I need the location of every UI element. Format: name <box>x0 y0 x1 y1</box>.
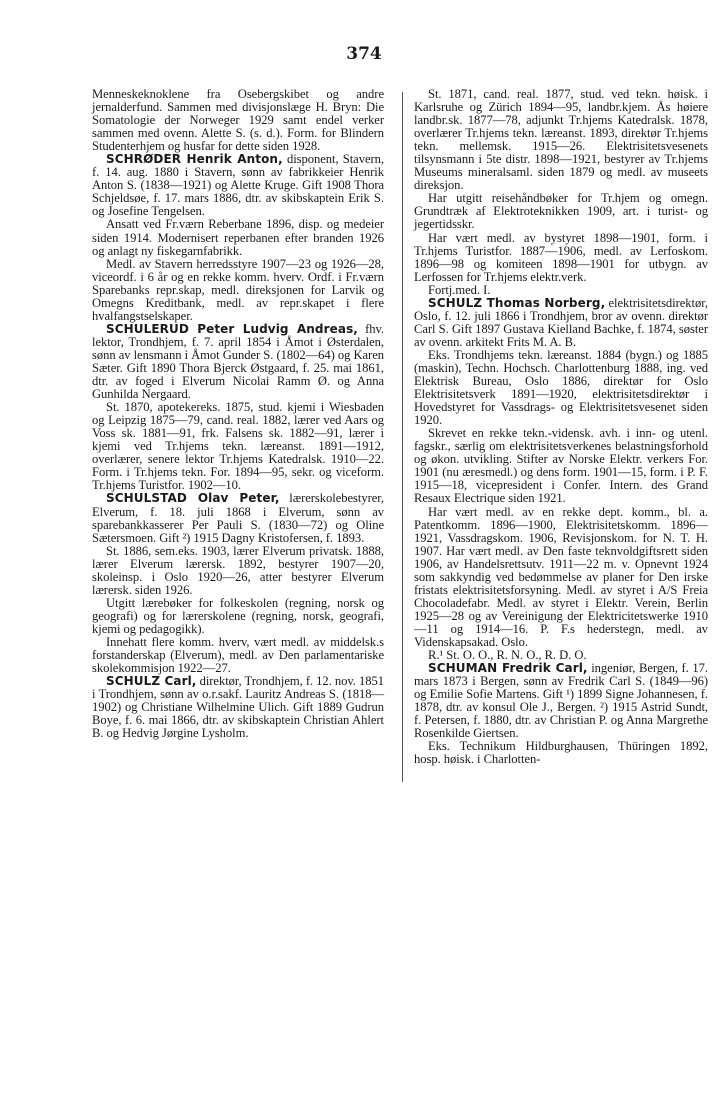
continued-paragraph: Menneskeknoklene fra Osebergskibet og andre jernalderfund. Sammen med divisjonslæge H. Bryn: Die Somatologie der Norweger 1929 samt endel verker sammen med ovenn. Alette S. (s. d.). Form. for Blindern Studenterhjem og husfar for dette siden 1928. <box>92 87 384 154</box>
paragraph: St. 1870, apotekereks. 1875, stud. kjemi i Wiesbaden og Leipzig 1875—79, cand. real. 1882, lærer ved Aars og Voss sk. 1881—91, frk. Falsens sk. 1882—91, lærer i kjemi ved Tr.hjems tekn. læreanst. 1891—1912, overlærer, senere lektor Tr.hjems Katedralsk. 1910—22. Form. i Tr.hjems tekn. For. 1894—95, sekr. og viceform. Tr.hjems Turistfor. 1902—10. <box>92 400 384 493</box>
biography-entry <box>92 153 384 218</box>
entry-headword: SCHULZ Carl, <box>106 674 197 689</box>
entry-text: ingeniør, Bergen, f. 17. mars 1873 i Bergen, sønn av Fredrik Carl S. (1849—96) og Emilie Sofie Martens. Gift ¹) 1899 Signe Johannesen, f. 1878, dtr. av konsul Ole J., Bergen. ²) 1915 Astrid Sundt, f. Petersen, f. 1880, dtr. av Christian P. og Anna Margrethe Rosenkilde Giertsen. <box>414 661 708 741</box>
biography-entry <box>92 323 384 401</box>
left-column <box>92 88 384 740</box>
paragraph: Skrevet en rekke tekn.-vidensk. avh. i inn- og utenl. fagskr., særlig om elektrisitetsverkenes belastningsforhold og økon. utvikling. Stifter av Norske Elektr. verkers For. 1901 (nu æresmedl.) og dens form. 1901—15, form. i P. F. 1915—18, vicepresident i Confer. Intern. des Grand Resaux Electrique siden 1921. <box>414 426 708 506</box>
entry-headword: SCHULSTAD Olav Peter, <box>106 491 280 506</box>
paragraph: St. 1871, cand. real. 1877, stud. ved tekn. høisk. i Karlsruhe og Zürich 1894—95, landbr.kjem. Ås høiere landbr.sk. 1877—78, adjunkt Tr.hjems Katedralsk. 1878, overlærer Tr.hjems tekn. læreanst. 1893, direktør Tr.hjems tekn. mellemsk. 1915—26. Elektrisitetsvesenets tilsynsmann i 5te distr. 1898—1921, bestyrer av Tr.hjems Museums mineralsaml. siden 1879 og medl. av museets direksjon. <box>414 87 708 193</box>
biography-entry <box>92 492 384 544</box>
entry-text: lærerskolebestyrer, Elverum, f. 18. juli 1868 i Elverum, sønn av sparebankkasserer Per Pauli S. (1830—72) og Oline Sætersmoen. Gift ²) 1915 Dagny Kristofersen, f. 1893. <box>92 491 384 545</box>
paragraph: Eks. Trondhjems tekn. læreanst. 1884 (bygn.) og 1885 (maskin), Techn. Hochsch. Charlottenburg 1888, ing. ved Elektrisk Bureau, Oslo 1886, direktør for Oslo Elektrisitetsverk 1891—1920, elektrisitetsdirektør i Hovedstyret for Vassdrags- og Elektrisitetsvesenet siden 1920. <box>414 347 708 428</box>
entry-headword: SCHUMAN Fredrik Carl, <box>428 661 588 676</box>
paragraph: Medl. av Stavern herredsstyre 1907—23 og 1926—28, viceordf. i 6 år og en rekke komm. hverv. Ordf. i Fr.værn Sparebanks repr.skap, medl. direksjonen for Larvik og Omegns Kreditbank, medl. av repr.skapet i flere hvalfangstselskaper. <box>92 256 384 323</box>
column-divider <box>402 92 403 782</box>
page-number: 374 <box>346 44 382 64</box>
entry-text: direktør, Trondhjem, f. 12. nov. 1851 i Trondhjem, sønn av o.r.sakf. Lauritz Andreas S. (1818—1902) og Christiane Wilhelmine Ulich. Gift 1889 Gudrun Boye, f. 6. mai 1866, dtr. av skibskaptein Christian Ahlert B. og Hedvig Jørgine Lysholm. <box>92 674 384 741</box>
biography-entry <box>414 662 708 740</box>
entry-text: elektrisitetsdirektør, Oslo, f. 12. juli 1866 i Trondhjem, bror av ovenn. direktør Carl S. Gift 1897 Gustava Kielland Bachke, f. 1874, søster av ovenn. arkitekt Frits M. A. B. <box>414 295 708 349</box>
paragraph: Har utgitt reisehåndbøker for Tr.hjem og omegn. Grundtræk af Elektroteknikken 1909, art. i turist- og jegertidsskr. <box>414 191 708 232</box>
paragraph: Ansatt ved Fr.værn Reberbane 1896, disp. og medeier siden 1914. Modernisert reperbanen efter branden 1926 og anlagt ny fiskegarnfabrikk. <box>92 217 384 258</box>
paragraph: Fortj.med. I. <box>428 282 491 297</box>
biography-entry <box>414 297 708 349</box>
paragraph: R.¹ St. O. O., R. N. O., R. D. O. <box>428 648 587 663</box>
entry-text: disponent, Stavern, f. 14. aug. 1880 i Stavern, sønn av fabrikkeier Henrik Anton S. (1838—1921) og Alette Kruge. Gift 1908 Thora Schjeldsøe, f. 17. mars 1886, dtr. av skibskaptein Erik S. og Josefine Tengelsen. <box>92 152 384 219</box>
biography-entry <box>92 675 384 740</box>
paragraph: Innehatt flere komm. hverv, vært medl. av middelsk.s forstanderskap (Elverum), medl. av Den parlamentariske skolekommisjon 1922—27. <box>92 634 384 676</box>
paragraph: St. 1886, sem.eks. 1903, lærer Elverum privatsk. 1888, lærer Elverum lærersk. 1892, bestyrer 1907—20, skoleinsp. i Oslo 1920—26, atter bestyrer Elverum lærersk. siden 1926. <box>92 543 384 597</box>
entry-headword: SCHULERUD Peter Ludvig Andreas, <box>106 321 358 336</box>
paragraph: Eks. Technikum Hildburghausen, Thüringen 1892, hosp. høisk. i Charlotten- <box>414 739 708 767</box>
right-column <box>414 88 708 766</box>
entry-headword: SCHRØDER Henrik Anton, <box>106 152 283 167</box>
paragraph: Har vært medl. av bystyret 1898—1901, form. i Tr.hjems Turistfor. 1887—1906, medl. av Lerfoskom. 1896—98 og komiteen 1898—1901 for utbygn. av Lerfossen for Tr.hjems elektr.verk. <box>414 230 708 284</box>
entry-headword: SCHULZ Thomas Norberg, <box>428 295 606 310</box>
paragraph: Utgitt lærebøker for folkeskolen (regning, norsk og geografi) og for lærerskolene (regning, norsk, geografi, kjemi og pedagogikk). <box>92 595 384 636</box>
entry-text: fhv. lektor, Trondhjem, f. 7. april 1854 i Åmot i Østerdalen, sønn av lensmann i Åmot Gunder S. (1802—64) og Karen Sæter. Gift 1890 Thora Bjerck Østgaard, f. 25. mai 1861, dtr. av foged i Elverum Nicolai Ramm Ø. og Anna Gunhilda Nergaard. <box>92 321 384 402</box>
paragraph: Har vært medl. av en rekke dept. komm., bl. a. Patentkomm. 1896—1900, Elektrisitetskomm. 1896—1921, Vassdragskom. 1906, Revisjonskom. for N. T. H. 1907. Har vært medl. av Den faste teknvoldgiftsrett siden 1906, av Handelsrettsutv. 1911—22 m. v. Opnevnt 1924 som sakkyndig ved bedømmelse av planer for Den irske fristats elektrisitetsforsyning. Medl. av styret i A/S Freia Chocoladefabr. Medl. av styret i Elektr. Verein, Berlin 1925—28 og av Vereinigung der Elektricitetswerke 1910—11 og 1914—16. P. F.s hederstegn, medl. av Videnskapsakad. Oslo. <box>414 504 708 649</box>
